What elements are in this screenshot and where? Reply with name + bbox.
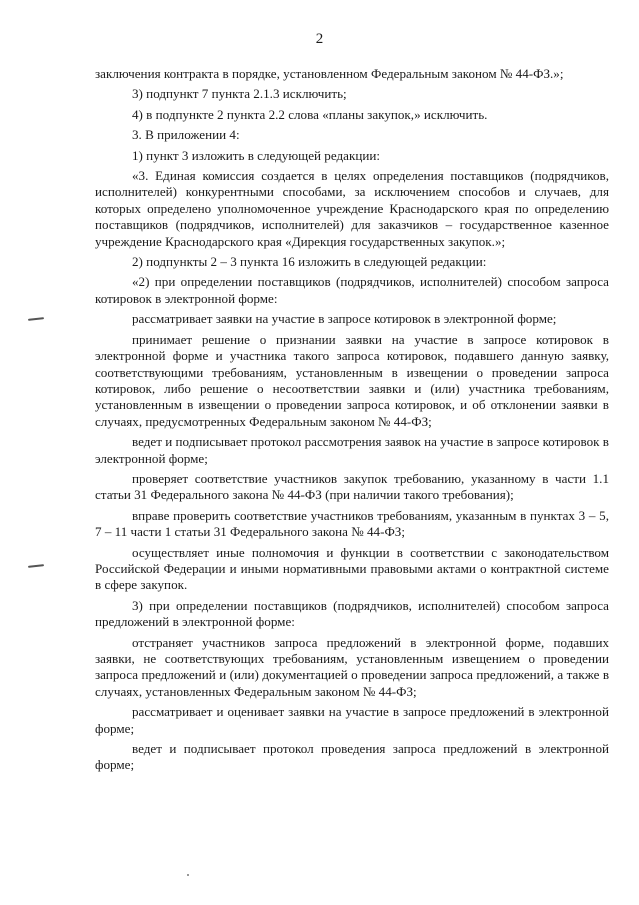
page-number: 2	[315, 31, 324, 47]
paragraph: осуществляет иные полномочия и функции в соответствии с законодательством Российской Федерации и иными нормативными правовыми актами о контрактной системе в сфере закупок.	[95, 544, 609, 593]
paragraph: ведет и подписывает протокол проведения запроса предложений в электронной форме;	[95, 741, 609, 773]
paragraph: 3) при определении поставщиков (подрядчиков, исполнителей) способом запроса предложений в электронной форме:	[95, 597, 609, 630]
binding-hole-mark-top	[28, 317, 44, 321]
paragraph: заключения контракта в порядке, установленном Федеральным законом № 44-ФЗ.»;	[95, 66, 564, 81]
document-body	[95, 66, 609, 778]
paragraph: «2) при определении поставщиков (подрядчиков, исполнителей) способом запроса котировок в электронной форме:	[95, 274, 609, 306]
paragraph: 3. В приложении 4:	[132, 127, 240, 143]
paragraph: 4) в подпункте 2 пункта 2.2 слова «планы закупок,» исключить.	[132, 106, 488, 122]
scan-speck	[187, 874, 189, 876]
paragraph: рассматривает и оценивает заявки на участие в запросе предложений в электронной форме;	[95, 704, 609, 736]
paragraph: вправе проверить соответствие участников требованиям, указанным в пунктах 3 – 5, 7 – 11 части 1 статьи 31 Федерального закона № 44-ФЗ;	[95, 507, 609, 540]
paragraph: рассматривает заявки на участие в запросе котировок в электронной форме;	[132, 311, 557, 327]
paragraph: «3. Единая комиссия создается в целях определения поставщиков (подрядчиков, исполнителей) конкурентными способами, за исключением способов и случаев, для которых определено уполномоченное учреждение Краснодарского края по определению поставщиков (подрядчиков, исполнителей) для заказчиков – государственное казенное учреждение Краснодарского края «Дирекция государственных закупок.»;	[95, 168, 609, 249]
paragraph: 3) подпункт 7 пункта 2.1.3 исключить;	[132, 86, 347, 102]
paragraph: ведет и подписывает протокол рассмотрения заявок на участие в запросе котировок в электронной форме;	[95, 434, 609, 466]
paragraph: 1) пункт 3 изложить в следующей редакции:	[132, 147, 380, 163]
paragraph: 2) подпункты 2 – 3 пункта 16 изложить в следующей редакции:	[132, 254, 487, 270]
paragraph: принимает решение о признании заявки на участие в запросе котировок в электронной форме и участника такого запроса котировок, подавшего данную заявку, соответствующими требованиям, установленным в извещении о проведении запроса котировок, либо решение о несоответствии заявки и (или) участника требованиям, установленным в извещении о проведении запроса котировок, и об отклонении заявки в случаях, предусмотренных Федеральным законом № 44-ФЗ;	[95, 331, 609, 429]
paragraph: проверяет соответствие участников закупок требованию, указанному в части 1.1 статьи 31 Федерального закона № 44-ФЗ (при наличии такого требования);	[95, 470, 609, 503]
paragraph: отстраняет участников запроса предложений в электронной форме, подавших заявки, не соответствующих требованиям, установленным извещением о проведении запроса предложений и (или) документацией о проведении запроса предложений, а также в случаях, установленных Федеральным законом № 44-ФЗ;	[95, 634, 609, 699]
binding-hole-mark-bottom	[28, 564, 44, 568]
